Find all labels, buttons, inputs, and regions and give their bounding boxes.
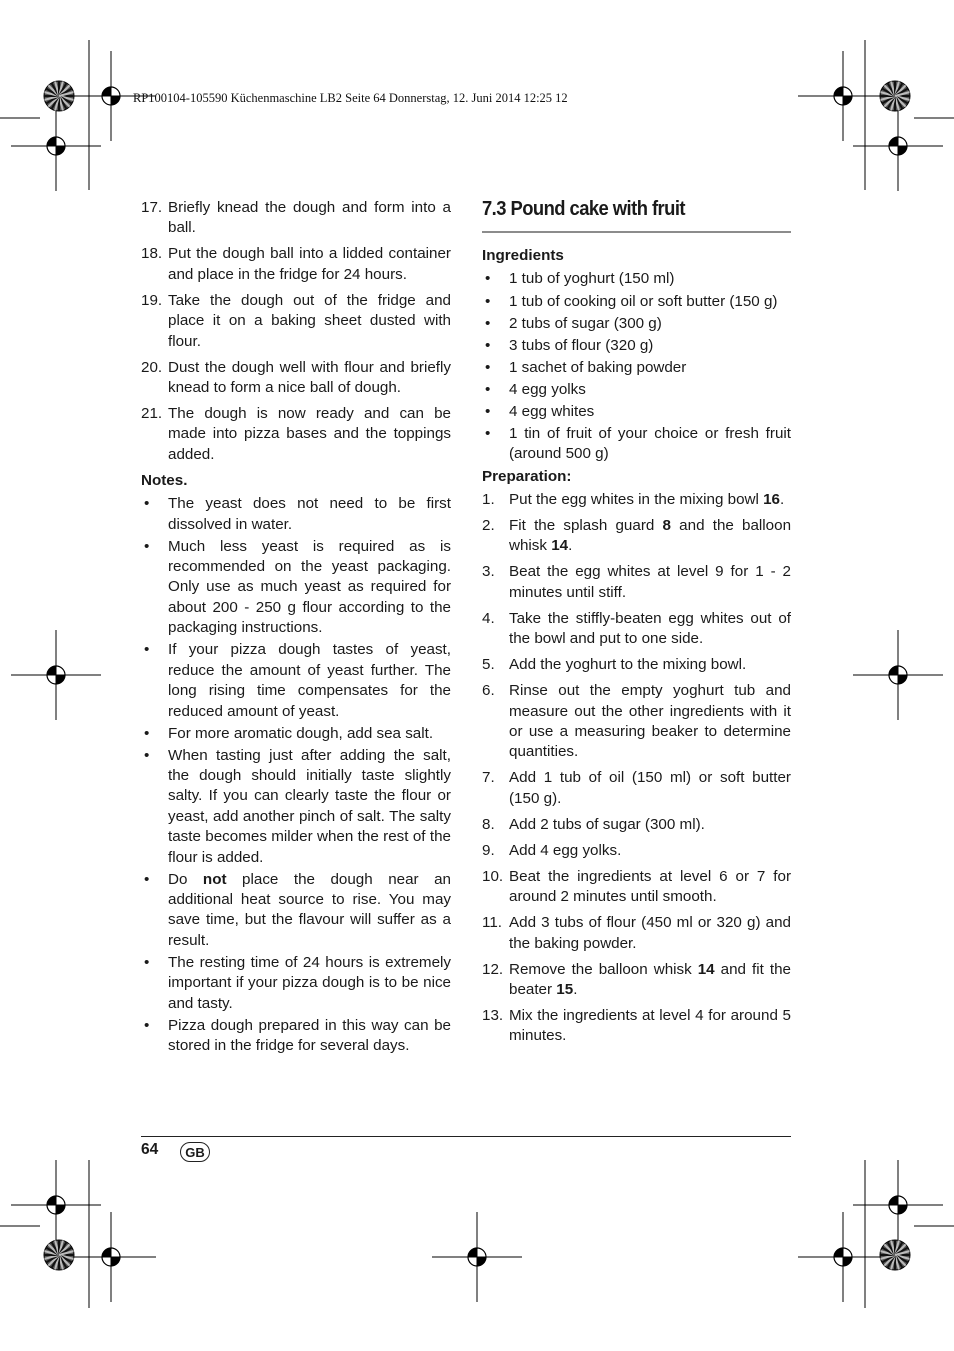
step-text xyxy=(509,562,791,603)
note-text: Much less yeast is required as is recommended on the yeast packaging. Only use as much yeast as required for about 200 - 250 g flour according to the packaging instructions. xyxy=(168,537,451,637)
list-item xyxy=(482,380,791,400)
bullet-icon: • xyxy=(485,380,491,398)
list-item xyxy=(141,537,451,639)
step-text-part: . xyxy=(573,981,578,999)
notes-heading: Notes. xyxy=(141,471,188,489)
part-reference-number: 8 xyxy=(662,516,671,534)
bullet-icon: • xyxy=(485,402,491,420)
note-text-part: Do xyxy=(168,870,203,888)
bullet-icon: • xyxy=(144,870,150,888)
list-item xyxy=(482,841,791,861)
step-text-part: Add 3 tubs of flour (450 ml or 320 g) and the baking powder. xyxy=(509,914,791,952)
step-text xyxy=(509,768,791,809)
step-text xyxy=(509,960,791,1001)
step-text xyxy=(509,490,791,510)
bullet-icon: • xyxy=(144,724,150,742)
note-text: For more aromatic dough, add sea salt. xyxy=(168,724,434,742)
step-number: 11. xyxy=(482,914,502,932)
bullet-icon: • xyxy=(485,336,491,354)
list-item xyxy=(141,870,451,952)
list-item xyxy=(482,336,791,356)
step-number: 7. xyxy=(482,769,495,787)
note-text: The resting time of 24 hours is extremely important if your pizza dough is to be nice and tasty. xyxy=(168,953,451,1012)
step-number: 10. xyxy=(482,867,504,885)
step-number: 13. xyxy=(482,1007,504,1025)
list-item xyxy=(141,358,451,399)
step-number: 18. xyxy=(141,245,163,263)
step-text-part: Rinse out the empty yoghurt tub and measure out the other ingredients with it or use a measuring beaker to determine quantities. xyxy=(509,682,791,761)
note-text: If your pizza dough tastes of yeast, reduce the amount of yeast further. The long rising time compensates for the reduced amount of yeast. xyxy=(168,641,451,720)
ingredient-text: 1 tin of fruit of your choice or fresh fruit (around 500 g) xyxy=(509,425,791,463)
step-text xyxy=(509,913,791,954)
step-number: 17. xyxy=(141,199,163,216)
bullet-icon: • xyxy=(144,953,150,971)
step-text xyxy=(509,655,791,675)
list-item xyxy=(482,1006,791,1047)
bullet-icon: • xyxy=(144,746,150,764)
ingredient-text: 1 tub of cooking oil or soft butter (150 g) xyxy=(509,292,778,310)
step-text xyxy=(509,1006,791,1047)
step-text-part: Add 1 tub of oil (150 ml) or soft butter (150 g). xyxy=(509,769,791,807)
step-number: 9. xyxy=(482,841,495,859)
list-item xyxy=(482,913,791,954)
step-text-part: and fit the beater xyxy=(509,960,791,999)
list-item xyxy=(482,490,791,510)
step-number: 6. xyxy=(482,682,495,700)
list-item xyxy=(141,198,451,239)
ingredient-text: 3 tubs of flour (320 g) xyxy=(509,336,654,354)
preparation-steps-list xyxy=(482,490,791,1047)
note-emphasis: not xyxy=(202,870,227,888)
step-text-part: Add 2 tubs of sugar (300 ml). xyxy=(509,815,705,833)
list-item xyxy=(482,358,791,378)
part-reference-number: 14 xyxy=(551,537,569,555)
step-text-part: Fit the splash guard xyxy=(509,516,663,534)
list-item xyxy=(141,953,451,1014)
list-item xyxy=(141,494,451,535)
list-item xyxy=(141,640,451,722)
step-text-part: . xyxy=(568,537,573,555)
bullet-icon: • xyxy=(485,270,491,288)
pizza-steps-list xyxy=(141,198,451,465)
step-text-part: . xyxy=(780,490,785,508)
step-number: 19. xyxy=(141,291,163,309)
step-number: 12. xyxy=(482,960,504,978)
list-item xyxy=(482,292,791,312)
step-number: 20. xyxy=(141,358,163,376)
list-item xyxy=(141,291,451,352)
step-number: 21. xyxy=(141,405,163,423)
list-item xyxy=(482,815,791,835)
list-item xyxy=(482,402,791,422)
step-text: Put the dough ball into a lidded container and place in the fridge for 24 hours. xyxy=(168,245,451,283)
list-item xyxy=(482,655,791,675)
ingredients-heading: Ingredients xyxy=(482,247,564,264)
step-text xyxy=(509,609,791,650)
step-text xyxy=(509,516,791,557)
list-item xyxy=(482,960,791,1001)
step-text-part: Put the egg whites in the mixing bowl xyxy=(509,490,764,508)
step-text-part: Take the stiffly-beaten egg whites out of the bowl and put to one side. xyxy=(509,609,791,648)
step-text: Take the dough out of the fridge and place it on a baking sheet dusted with flour. xyxy=(168,291,451,350)
step-text xyxy=(509,815,791,835)
bullet-icon: • xyxy=(485,314,491,332)
ingredient-text: 2 tubs of sugar (300 g) xyxy=(509,314,662,332)
note-text: The yeast does not need to be first dissolved in water. xyxy=(168,495,451,533)
bullet-icon: • xyxy=(485,358,491,376)
step-text: Dust the dough well with flour and briefly knead to form a nice ball of dough. xyxy=(168,358,451,397)
step-text: The dough is now ready and can be made into pizza bases and the toppings added. xyxy=(168,405,451,463)
language-badge: GB xyxy=(180,1142,210,1162)
list-item xyxy=(482,269,791,289)
step-text xyxy=(509,681,791,763)
list-item xyxy=(482,424,791,465)
bullet-icon: • xyxy=(144,537,150,555)
list-item xyxy=(482,609,791,650)
page-number: 64 xyxy=(141,1141,159,1158)
notes-list xyxy=(141,494,451,1056)
bullet-icon: • xyxy=(485,292,491,310)
list-item xyxy=(141,244,451,285)
step-number: 5. xyxy=(482,656,495,674)
step-text-part: Add 4 egg yolks. xyxy=(509,841,622,859)
list-item xyxy=(482,516,791,557)
list-item xyxy=(141,1016,451,1057)
ingredient-text: 4 egg yolks xyxy=(509,380,586,398)
note-text: Pizza dough prepared in this way can be stored in the fridge for several days. xyxy=(168,1016,451,1054)
part-reference-number: 14 xyxy=(697,960,715,978)
print-slug-line: RP100104-105590 Küchenmaschine LB2 Seite 64 Donnerstag, 12. Juni 2014 12:25 12 xyxy=(133,91,568,105)
step-number: 1. xyxy=(482,490,495,508)
part-reference-number: 15 xyxy=(556,981,574,999)
step-text-part: Mix the ingredients at level 4 for around 5 minutes. xyxy=(509,1007,791,1045)
bullet-icon: • xyxy=(485,425,491,443)
section-title: 7.3 Pound cake with fruit xyxy=(482,198,685,220)
list-item xyxy=(482,867,791,908)
note-text xyxy=(168,870,451,952)
ingredient-text: 4 egg whites xyxy=(509,402,595,420)
list-item xyxy=(141,404,451,465)
step-text: Briefly knead the dough and form into a ball. xyxy=(168,199,451,237)
step-number: 3. xyxy=(482,563,495,581)
list-item xyxy=(141,746,451,868)
step-text xyxy=(509,867,791,908)
note-text: When tasting just after adding the salt, the dough should initially taste slightly salty. If you can clearly taste the flour or yeast, add another pinch of salt. The salty taste becomes milder when the rest of the flour is added. xyxy=(168,746,451,866)
step-number: 4. xyxy=(482,609,495,627)
ingredients-list xyxy=(482,269,791,464)
list-item xyxy=(482,314,791,334)
right-column xyxy=(482,198,791,1052)
list-item xyxy=(482,768,791,809)
ingredient-text: 1 sachet of baking powder xyxy=(509,358,687,376)
list-item xyxy=(482,681,791,763)
bullet-icon: • xyxy=(144,1016,150,1034)
step-text-part: and the balloon whisk xyxy=(509,516,792,555)
footer-rule xyxy=(141,1136,791,1137)
step-text-part: Add the yoghurt to the mixing bowl. xyxy=(509,656,747,674)
section-title-rule xyxy=(482,231,791,233)
list-item xyxy=(141,724,451,744)
step-text xyxy=(509,841,791,861)
step-number: 8. xyxy=(482,815,495,833)
bullet-icon: • xyxy=(144,495,150,513)
preparation-heading: Preparation: xyxy=(482,467,572,485)
part-reference-number: 16 xyxy=(763,490,781,508)
note-text-part: place the dough near an additional heat source to rise. You may save time, but the flavour will suffer as a result. xyxy=(168,870,451,949)
ingredient-text: 1 tub of yoghurt (150 ml) xyxy=(509,270,675,288)
list-item xyxy=(482,562,791,603)
left-column xyxy=(141,198,451,1058)
step-number: 2. xyxy=(482,516,495,534)
step-text-part: Remove the balloon whisk xyxy=(509,960,698,978)
step-text-part: Beat the ingredients at level 6 or 7 for around 2 minutes until smooth. xyxy=(509,867,791,906)
step-text-part: Beat the egg whites at level 9 for 1 - 2 minutes until stiff. xyxy=(509,563,791,601)
bullet-icon: • xyxy=(144,641,150,659)
